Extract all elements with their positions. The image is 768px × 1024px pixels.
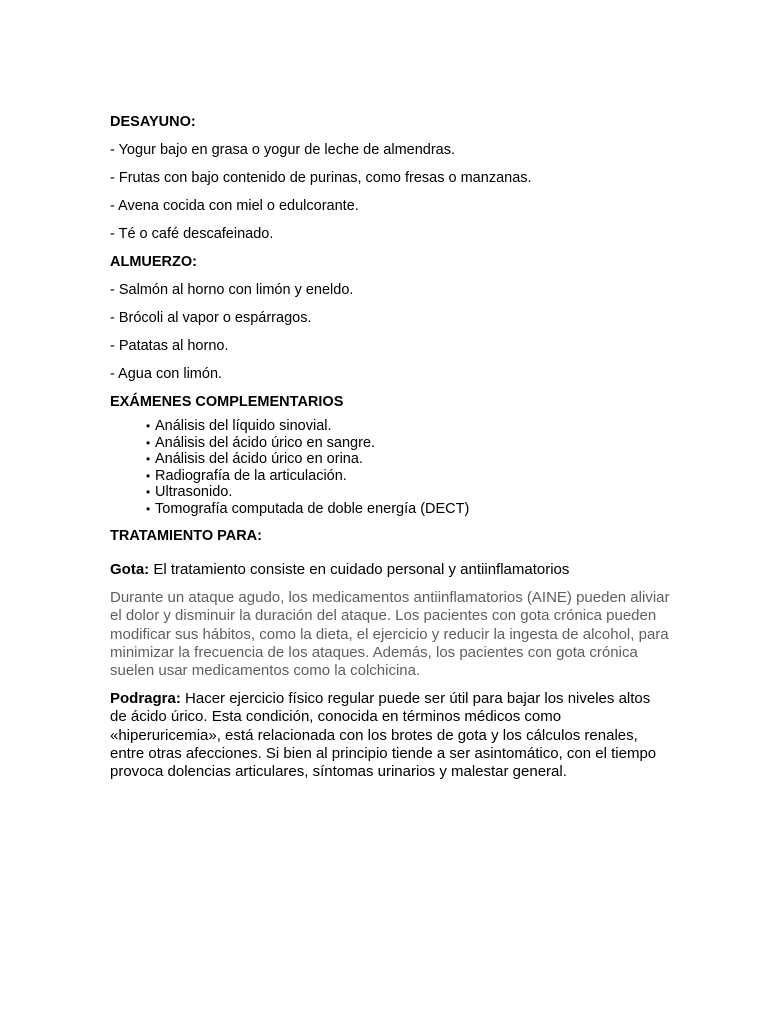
bullet-icon: • bbox=[146, 435, 151, 450]
gota-label: Gota: bbox=[110, 561, 150, 578]
list-item-text: Tomografía computada de doble energía (DECT) bbox=[155, 500, 470, 517]
list-item-text: Radiografía de la articulación. bbox=[155, 467, 347, 484]
desayuno-heading: DESAYUNO: bbox=[110, 114, 196, 130]
gota-paragraph bbox=[110, 561, 670, 579]
list-item bbox=[146, 435, 670, 452]
podragra-label: Podragra: bbox=[110, 690, 181, 708]
examenes-list bbox=[146, 418, 670, 517]
almuerzo-item: - Salmón al horno con limón y eneldo. bbox=[110, 282, 354, 298]
bullet-icon: • bbox=[146, 419, 151, 433]
ataque-paragraph: Durante un ataque agudo, los medicamentos antiinflamatorios (AINE) pueden aliviar el dolor y disminuir la duración del ataque. Los pacientes con gota crónica pueden modificar sus hábitos, como la dieta, el ejercicio y reducir la ingesta de alcohol, para minimizar la frecuencia de los ataques. Además, los pacientes con gota crónica suelen usar medicamentos como la colchicina. bbox=[110, 589, 670, 680]
list-item bbox=[146, 484, 670, 501]
bullet-icon: • bbox=[146, 501, 151, 516]
desayuno-item: - Té o café descafeinado. bbox=[110, 226, 274, 242]
examenes-heading: EXÁMENES COMPLEMENTARIOS bbox=[110, 394, 344, 410]
list-item-text: Análisis del ácido úrico en sangre. bbox=[155, 434, 376, 451]
list-item-text: Análisis del ácido úrico en orina. bbox=[155, 451, 363, 467]
almuerzo-item: - Agua con limón. bbox=[110, 366, 223, 382]
podragra-paragraph bbox=[110, 690, 670, 781]
document-page bbox=[110, 113, 670, 791]
bullet-icon: • bbox=[146, 468, 151, 483]
desayuno-item: - Frutas con bajo contenido de purinas, como fresas o manzanas. bbox=[110, 170, 532, 186]
list-item bbox=[146, 451, 670, 468]
list-item bbox=[146, 418, 670, 435]
tratamiento-heading: TRATAMIENTO PARA: bbox=[110, 528, 262, 544]
desayuno-item: - Yogur bajo en grasa o yogur de leche de almendras. bbox=[110, 142, 456, 158]
bullet-icon: • bbox=[146, 485, 151, 499]
list-item-text: Ultrasonido. bbox=[155, 484, 233, 500]
bullet-icon: • bbox=[146, 452, 151, 466]
almuerzo-item: - Brócoli al vapor o espárragos. bbox=[110, 310, 312, 326]
gota-text: El tratamiento consiste en cuidado personal y antiinflamatorios bbox=[149, 561, 570, 578]
podragra-text: Hacer ejercicio físico regular puede ser útil para bajar los niveles altos de ácido úrico. Esta condición, conocida en términos médicos como «hiperuricemia», está relacionada con los brotes de gota y los cálculos renales, entre otras afecciones. Si bien al principio tiende a ser asintomático, con el tiempo provoca dolencias articulares, síntomas urinarios y malestar general. bbox=[110, 690, 657, 781]
almuerzo-heading: ALMUERZO: bbox=[110, 254, 197, 270]
desayuno-item: - Avena cocida con miel o edulcorante. bbox=[110, 198, 359, 214]
list-item-text: Análisis del líquido sinovial. bbox=[155, 418, 332, 434]
list-item bbox=[146, 501, 670, 518]
almuerzo-item: - Patatas al horno. bbox=[110, 338, 229, 354]
list-item bbox=[146, 468, 670, 485]
